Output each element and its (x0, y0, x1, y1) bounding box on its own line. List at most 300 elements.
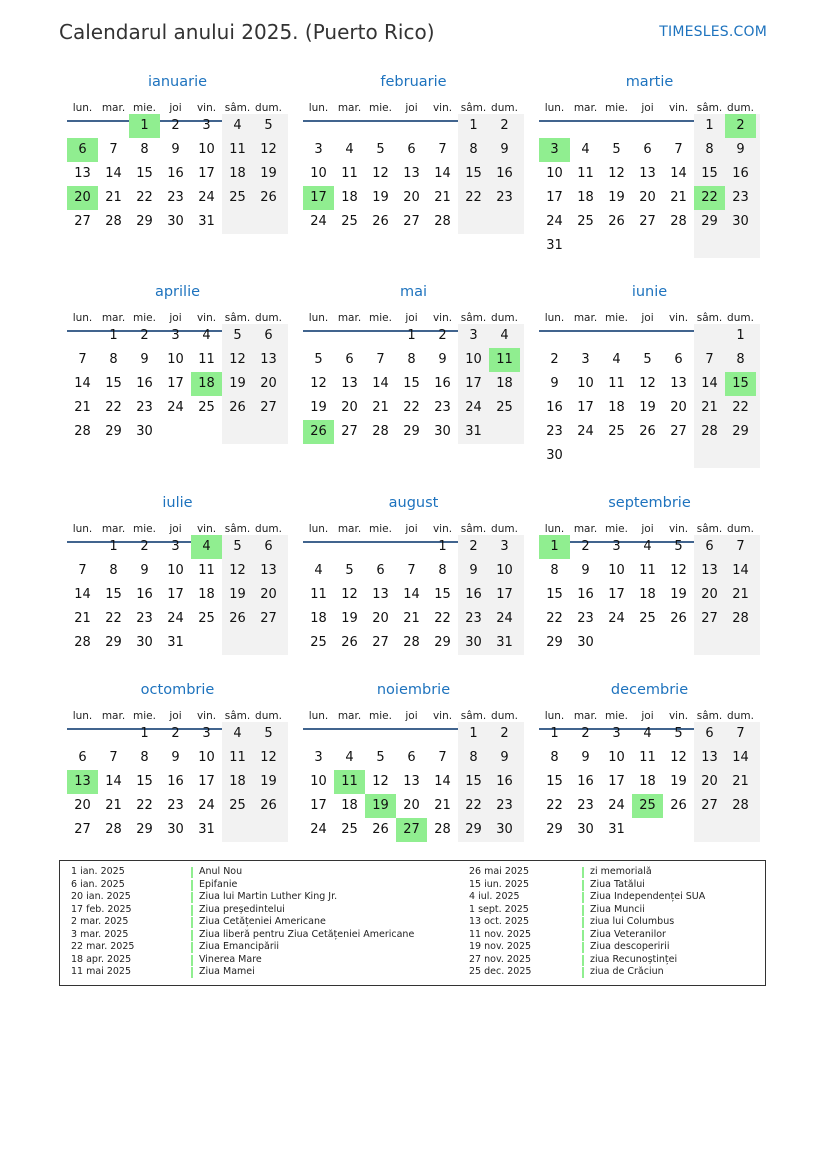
holiday-day-cell: 11 (334, 770, 365, 794)
day-cell: 19 (372, 190, 389, 205)
day-cell: 8 (550, 750, 559, 765)
holiday-day-cell: 11 (489, 348, 520, 372)
weekday-label: sâm. (696, 312, 723, 324)
day-cell: 6 (643, 142, 652, 157)
day-cell: 1 (140, 726, 149, 741)
legend-date: 2 mar. 2025 (71, 916, 129, 927)
weekday-label: mar. (573, 102, 598, 114)
day-cell: 28 (74, 635, 91, 650)
weekday-label: sâm. (696, 710, 723, 722)
day-cell: 23 (434, 400, 451, 415)
weekday-label: mie. (369, 102, 392, 114)
day-cell: 20 (341, 400, 358, 415)
day-cell: 2 (140, 539, 149, 554)
legend-marker (582, 917, 584, 928)
day-cell: 22 (136, 190, 153, 205)
day-cell: 1 (438, 539, 447, 554)
day-cell: 30 (577, 822, 594, 837)
month-title: mai (399, 284, 428, 300)
day-cell: 16 (167, 774, 184, 789)
day-cell: 8 (469, 750, 478, 765)
weekday-label: mie. (133, 710, 156, 722)
day-cell: 1 (736, 328, 745, 343)
weekday-label: vin. (432, 710, 453, 722)
legend-holiday-name: Epifanie (199, 878, 238, 890)
legend-marker (582, 942, 584, 953)
legend-holiday-name: Ziua Tatălui (590, 878, 645, 890)
day-cell: 23 (136, 611, 153, 626)
day-cell: 30 (136, 424, 153, 439)
day-cell: 3 (469, 328, 478, 343)
day-cell: 15 (136, 166, 153, 181)
holiday-day-cell: 3 (539, 138, 570, 162)
day-cell: 20 (701, 587, 718, 602)
legend-marker (582, 867, 584, 878)
day-cell: 6 (376, 563, 385, 578)
day-cell: 24 (577, 424, 594, 439)
day-cell: 5 (264, 118, 273, 133)
day-cell: 15 (701, 166, 718, 181)
weekday-label: lun. (308, 710, 329, 722)
legend-date: 1 ian. 2025 (71, 866, 125, 877)
day-cell: 9 (736, 142, 745, 157)
day-cell: 24 (465, 400, 482, 415)
day-cell: 18 (496, 376, 513, 391)
day-cell: 21 (434, 190, 451, 205)
day-cell: 14 (434, 166, 451, 181)
legend-holiday-name: Ziua descoperirii (590, 941, 670, 952)
day-cell: 20 (639, 190, 656, 205)
day-cell: 31 (465, 424, 482, 439)
day-cell: 12 (608, 166, 625, 181)
day-cell: 16 (546, 400, 563, 415)
legend-marker (191, 892, 193, 903)
legend-date: 11 mai 2025 (71, 966, 132, 977)
day-cell: 25 (310, 635, 327, 650)
weekday-label: mie. (605, 710, 628, 722)
day-cell: 16 (434, 376, 451, 391)
day-cell: 26 (608, 214, 625, 229)
day-cell: 9 (550, 376, 559, 391)
day-cell: 1 (109, 539, 118, 554)
day-cell: 3 (612, 539, 621, 554)
holiday-day-cell: 27 (396, 818, 427, 842)
legend-marker (582, 930, 584, 941)
legend-marker (191, 942, 193, 953)
day-cell: 26 (229, 400, 246, 415)
day-cell: 8 (736, 352, 745, 367)
legend-marker (191, 867, 193, 878)
day-cell: 30 (546, 448, 563, 463)
day-cell: 18 (577, 190, 594, 205)
weekday-label: mar. (337, 102, 362, 114)
day-cell: 19 (639, 400, 656, 415)
legend-holiday-name: Vinerea Mare (199, 953, 262, 965)
day-cell: 11 (229, 142, 246, 157)
weekday-label: lun. (308, 102, 329, 114)
day-cell: 8 (469, 142, 478, 157)
legend-holiday-name: Ziua Veteranilor (590, 928, 666, 940)
day-cell: 30 (167, 214, 184, 229)
day-cell: 25 (229, 190, 246, 205)
day-cell: 30 (136, 635, 153, 650)
day-cell: 22 (465, 190, 482, 205)
day-cell: 7 (438, 750, 447, 765)
day-cell: 20 (260, 376, 277, 391)
day-cell: 4 (345, 750, 354, 765)
day-cell: 25 (341, 822, 358, 837)
weekday-label: mie. (605, 523, 628, 535)
day-cell: 30 (577, 635, 594, 650)
weekday-label: joi (405, 102, 418, 114)
weekday-label: sâm. (696, 102, 723, 114)
day-cell: 24 (546, 214, 563, 229)
weekday-label: vin. (668, 312, 689, 324)
weekday-label: sâm. (460, 710, 487, 722)
month-title: noiembrie (376, 682, 451, 698)
day-cell: 23 (546, 424, 563, 439)
legend-holiday-name: ziua lui Columbus (590, 916, 675, 927)
day-cell: 25 (341, 214, 358, 229)
day-cell: 27 (341, 424, 358, 439)
day-cell: 2 (140, 328, 149, 343)
day-cell: 13 (372, 587, 389, 602)
day-cell: 17 (608, 587, 625, 602)
weekday-label: lun. (544, 523, 565, 535)
day-cell: 25 (639, 611, 656, 626)
day-cell: 3 (314, 142, 323, 157)
day-cell: 8 (140, 750, 149, 765)
weekday-label: mie. (133, 312, 156, 324)
day-cell: 5 (314, 352, 323, 367)
day-cell: 13 (701, 750, 718, 765)
day-cell: 7 (674, 142, 683, 157)
weekday-label: lun. (308, 312, 329, 324)
legend-marker (191, 930, 193, 941)
day-cell: 26 (372, 822, 389, 837)
month-title: iunie (631, 284, 668, 300)
day-cell: 18 (341, 190, 358, 205)
weekday-label: sâm. (460, 523, 487, 535)
day-cell: 4 (233, 118, 242, 133)
day-cell: 20 (403, 798, 420, 813)
day-cell: 29 (701, 214, 718, 229)
legend-marker (191, 955, 193, 966)
day-cell: 16 (732, 166, 749, 181)
day-cell: 11 (639, 750, 656, 765)
day-cell: 26 (341, 635, 358, 650)
day-cell: 18 (608, 400, 625, 415)
legend-holiday-name: Ziua liberă pentru Ziua Cetățeniei Americane (199, 928, 415, 940)
weekday-label: vin. (432, 312, 453, 324)
day-cell: 19 (608, 190, 625, 205)
day-cell: 9 (581, 563, 590, 578)
day-cell: 1 (469, 118, 478, 133)
day-cell: 9 (140, 352, 149, 367)
legend-marker (582, 892, 584, 903)
day-cell: 11 (608, 376, 625, 391)
month-title: aprilie (154, 284, 201, 300)
holiday-day-cell: 25 (632, 794, 663, 818)
day-cell: 17 (167, 376, 184, 391)
legend-holiday-name: Anul Nou (199, 866, 243, 877)
day-cell: 28 (732, 798, 749, 813)
day-cell: 28 (105, 214, 122, 229)
day-cell: 6 (705, 726, 714, 741)
day-cell: 8 (550, 563, 559, 578)
day-cell: 24 (310, 822, 327, 837)
day-cell: 29 (136, 822, 153, 837)
day-cell: 30 (496, 822, 513, 837)
day-cell: 4 (202, 328, 211, 343)
day-cell: 12 (670, 750, 687, 765)
holiday-day-cell: 2 (725, 114, 756, 138)
day-cell: 26 (229, 611, 246, 626)
day-cell: 27 (74, 822, 91, 837)
day-cell: 7 (109, 142, 118, 157)
day-cell: 14 (403, 587, 420, 602)
day-cell: 1 (550, 726, 559, 741)
day-cell: 29 (546, 822, 563, 837)
day-cell: 16 (465, 587, 482, 602)
legend-marker (582, 905, 584, 916)
day-cell: 13 (341, 376, 358, 391)
legend-holiday-name: Ziua lui Martin Luther King Jr. (199, 891, 338, 902)
holiday-day-cell: 15 (725, 372, 756, 396)
day-cell: 13 (260, 563, 277, 578)
holiday-day-cell: 6 (67, 138, 98, 162)
month-title: ianuarie (147, 74, 208, 90)
day-cell: 10 (546, 166, 563, 181)
day-cell: 22 (465, 798, 482, 813)
day-cell: 26 (372, 214, 389, 229)
day-cell: 26 (670, 798, 687, 813)
day-cell: 14 (701, 376, 718, 391)
day-cell: 10 (577, 376, 594, 391)
day-cell: 18 (229, 774, 246, 789)
day-cell: 21 (670, 190, 687, 205)
day-cell: 7 (78, 352, 87, 367)
day-cell: 28 (732, 611, 749, 626)
day-cell: 21 (74, 611, 91, 626)
day-cell: 22 (403, 400, 420, 415)
legend-holiday-name: Ziua Independenței SUA (590, 891, 706, 902)
day-cell: 11 (310, 587, 327, 602)
legend-holiday-name: ziua Recunoștinței (590, 953, 678, 965)
holiday-day-cell: 4 (191, 535, 222, 559)
day-cell: 3 (171, 539, 180, 554)
day-cell: 25 (496, 400, 513, 415)
legend-date: 26 mai 2025 (469, 866, 530, 877)
day-cell: 5 (345, 563, 354, 578)
weekday-label: mar. (573, 312, 598, 324)
weekday-label: lun. (72, 102, 93, 114)
weekday-label: mie. (133, 523, 156, 535)
day-cell: 24 (167, 611, 184, 626)
day-cell: 14 (105, 166, 122, 181)
legend-date: 19 nov. 2025 (469, 941, 532, 952)
weekday-label: dum. (255, 710, 282, 722)
day-cell: 2 (438, 328, 447, 343)
day-cell: 30 (465, 635, 482, 650)
day-cell: 31 (198, 214, 215, 229)
legend-holiday-name: ziua de Crăciun (590, 966, 664, 977)
weekday-label: mar. (101, 523, 126, 535)
day-cell: 15 (105, 376, 122, 391)
day-cell: 7 (109, 750, 118, 765)
day-cell: 12 (260, 142, 277, 157)
day-cell: 7 (407, 563, 416, 578)
legend-marker (191, 880, 193, 891)
legend-date: 18 apr. 2025 (71, 953, 132, 965)
day-cell: 9 (171, 750, 180, 765)
legend-date: 27 nov. 2025 (469, 953, 532, 965)
day-cell: 2 (171, 118, 180, 133)
day-cell: 22 (732, 400, 749, 415)
weekday-label: dum. (727, 523, 754, 535)
day-cell: 26 (260, 798, 277, 813)
weekday-label: joi (169, 102, 182, 114)
day-cell: 11 (198, 352, 215, 367)
weekday-label: dum. (727, 312, 754, 324)
day-cell: 2 (469, 539, 478, 554)
day-cell: 16 (577, 587, 594, 602)
day-cell: 9 (581, 750, 590, 765)
day-cell: 20 (74, 798, 91, 813)
day-cell: 11 (229, 750, 246, 765)
day-cell: 23 (496, 190, 513, 205)
day-cell: 18 (198, 587, 215, 602)
day-cell: 23 (167, 190, 184, 205)
day-cell: 17 (198, 166, 215, 181)
day-cell: 7 (705, 352, 714, 367)
day-cell: 24 (310, 214, 327, 229)
day-cell: 28 (74, 424, 91, 439)
day-cell: 22 (546, 798, 563, 813)
day-cell: 15 (465, 166, 482, 181)
weekday-label: sâm. (696, 523, 723, 535)
day-cell: 10 (167, 563, 184, 578)
day-cell: 10 (198, 750, 215, 765)
day-cell: 16 (577, 774, 594, 789)
legend-marker (191, 905, 193, 916)
day-cell: 10 (310, 166, 327, 181)
weekday-label: joi (641, 102, 654, 114)
weekday-label: vin. (432, 102, 453, 114)
day-cell: 10 (198, 142, 215, 157)
weekday-label: joi (169, 710, 182, 722)
weekday-label: dum. (491, 312, 518, 324)
day-cell: 31 (198, 822, 215, 837)
day-cell: 19 (260, 774, 277, 789)
day-cell: 25 (577, 214, 594, 229)
day-cell: 1 (705, 118, 714, 133)
day-cell: 17 (496, 587, 513, 602)
day-cell: 16 (496, 166, 513, 181)
day-cell: 14 (732, 750, 749, 765)
day-cell: 15 (465, 774, 482, 789)
day-cell: 26 (639, 424, 656, 439)
day-cell: 19 (229, 376, 246, 391)
day-cell: 12 (229, 352, 246, 367)
day-cell: 10 (608, 750, 625, 765)
day-cell: 2 (550, 352, 559, 367)
weekday-label: lun. (544, 312, 565, 324)
day-cell: 5 (376, 750, 385, 765)
weekday-label: joi (641, 312, 654, 324)
weekday-label: dum. (491, 710, 518, 722)
day-cell: 1 (469, 726, 478, 741)
day-cell: 22 (546, 611, 563, 626)
weekday-label: joi (641, 710, 654, 722)
day-cell: 13 (701, 563, 718, 578)
weekday-label: sâm. (224, 710, 251, 722)
brand-logo[interactable]: TIMESLES.COM (659, 24, 767, 40)
holiday-day-cell: 19 (365, 794, 396, 818)
day-cell: 17 (608, 774, 625, 789)
day-cell: 27 (701, 798, 718, 813)
day-cell: 19 (670, 774, 687, 789)
day-cell: 12 (670, 563, 687, 578)
legend-holiday-name: Ziua Mamei (199, 966, 255, 977)
weekday-label: sâm. (460, 312, 487, 324)
weekday-label: joi (405, 523, 418, 535)
day-cell: 21 (701, 400, 718, 415)
weekday-label: mar. (101, 710, 126, 722)
day-cell: 20 (260, 587, 277, 602)
page-title: Calendarul anului 2025. (Puerto Rico) (59, 20, 435, 44)
day-cell: 13 (260, 352, 277, 367)
holiday-day-cell: 22 (694, 186, 725, 210)
weekday-label: lun. (72, 710, 93, 722)
day-cell: 28 (372, 424, 389, 439)
day-cell: 1 (407, 328, 416, 343)
holiday-legend (59, 860, 766, 986)
day-cell: 13 (639, 166, 656, 181)
day-cell: 12 (229, 563, 246, 578)
month-title: martie (625, 74, 674, 90)
day-cell: 28 (434, 822, 451, 837)
day-cell: 5 (233, 328, 242, 343)
day-cell: 12 (310, 376, 327, 391)
weekday-label: mar. (573, 523, 598, 535)
day-cell: 28 (670, 214, 687, 229)
day-cell: 8 (109, 352, 118, 367)
day-cell: 6 (674, 352, 683, 367)
legend-date: 1 sept. 2025 (469, 903, 529, 915)
day-cell: 29 (105, 424, 122, 439)
day-cell: 17 (310, 798, 327, 813)
day-cell: 24 (198, 798, 215, 813)
day-cell: 8 (438, 563, 447, 578)
day-cell: 20 (372, 611, 389, 626)
legend-date: 17 feb. 2025 (71, 903, 132, 915)
day-cell: 11 (577, 166, 594, 181)
day-cell: 15 (403, 376, 420, 391)
day-cell: 6 (705, 539, 714, 554)
day-cell: 28 (105, 822, 122, 837)
day-cell: 3 (202, 118, 211, 133)
day-cell: 14 (372, 376, 389, 391)
day-cell: 23 (136, 400, 153, 415)
day-cell: 14 (74, 376, 91, 391)
day-cell: 10 (310, 774, 327, 789)
day-cell: 25 (198, 400, 215, 415)
day-cell: 16 (496, 774, 513, 789)
day-cell: 19 (229, 587, 246, 602)
day-cell: 23 (465, 611, 482, 626)
day-cell: 19 (260, 166, 277, 181)
